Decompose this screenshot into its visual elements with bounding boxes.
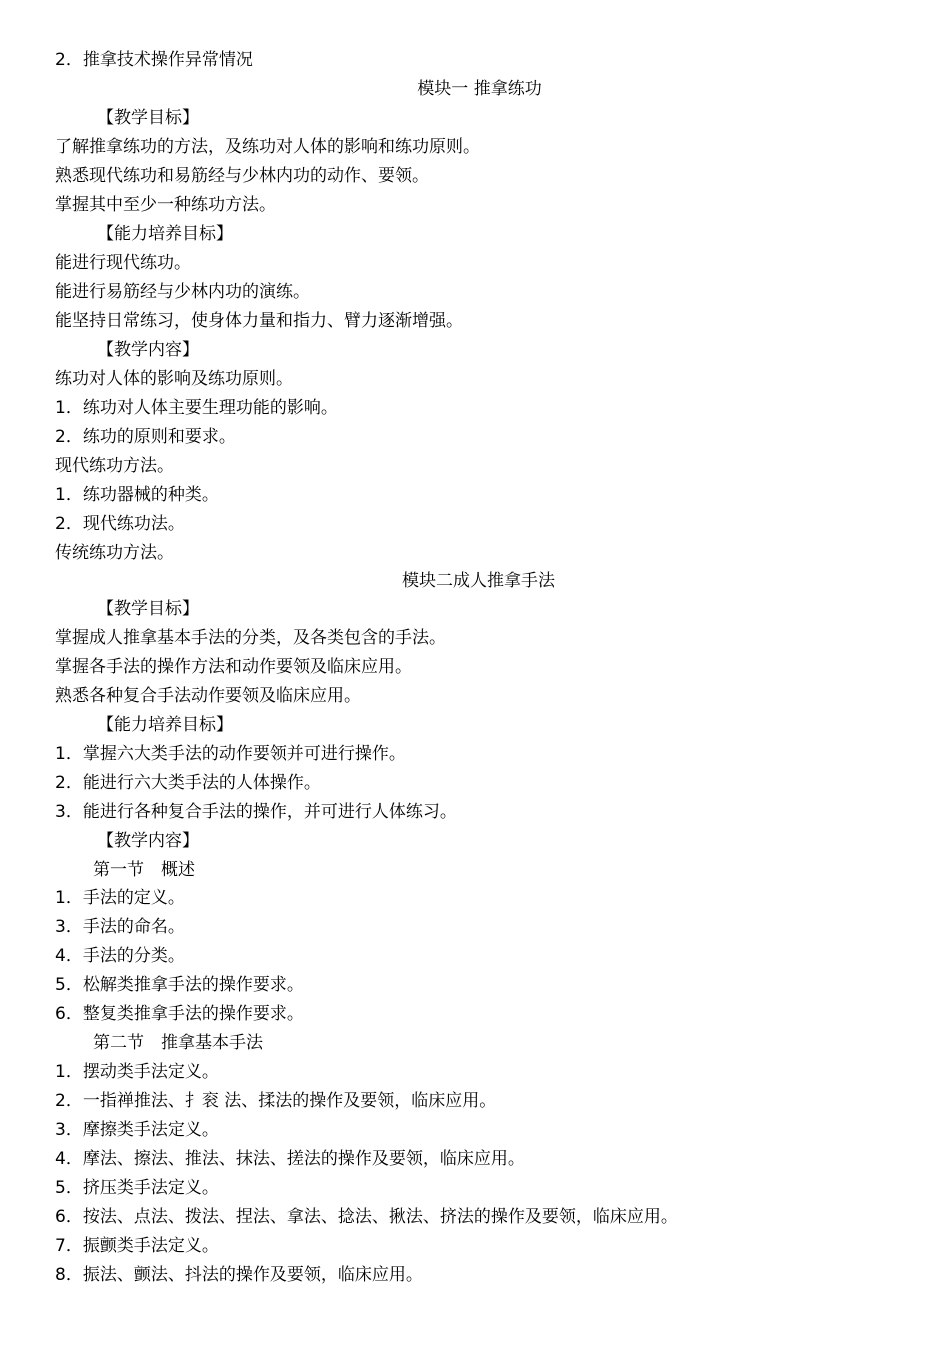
text-line: 掌握其中至少一种练功方法。 xyxy=(55,195,276,215)
module-1-title: 模块一 推拿练功 xyxy=(417,79,542,99)
list-item: 4．手法的分类。 xyxy=(55,946,185,966)
list-item: 2．能进行六大类手法的人体操作。 xyxy=(55,773,321,793)
list-item: 1．练功对人体主要生理功能的影响。 xyxy=(55,398,338,418)
text-line: 现代练功方法。 xyxy=(55,456,174,476)
list-item: 3．能进行各种复合手法的操作，并可进行人体练习。 xyxy=(55,802,457,822)
list-item: 2．练功的原则和要求。 xyxy=(55,427,236,447)
section-heading: 【能力培养目标】 xyxy=(97,715,233,735)
list-item: 8．振法、颤法、抖法的操作及要领，临床应用。 xyxy=(55,1265,423,1285)
list-item: 5．挤压类手法定义。 xyxy=(55,1178,219,1198)
list-item: 1．手法的定义。 xyxy=(55,888,185,908)
text-line: 能进行易筋经与少林内功的演练。 xyxy=(55,282,310,302)
list-item: 4．摩法、擦法、推法、抹法、搓法的操作及要领，临床应用。 xyxy=(55,1149,525,1169)
list-item: 2．一指禅推法、扌衮 法、揉法的操作及要领，临床应用。 xyxy=(55,1091,497,1111)
list-item: 3．手法的命名。 xyxy=(55,917,185,937)
list-item: 1．摆动类手法定义。 xyxy=(55,1062,219,1082)
text-line: 熟悉现代练功和易筋经与少林内功的动作、要领。 xyxy=(55,166,429,186)
text-line: 掌握成人推拿基本手法的分类，及各类包含的手法。 xyxy=(55,628,446,648)
text-line: 熟悉各种复合手法动作要领及临床应用。 xyxy=(55,686,361,706)
module-2-title: 模块二成人推拿手法 xyxy=(402,571,555,591)
section-heading: 【能力培养目标】 xyxy=(97,224,233,244)
list-item: 1．掌握六大类手法的动作要领并可进行操作。 xyxy=(55,744,406,764)
section-heading: 【教学内容】 xyxy=(97,831,199,851)
text-line: 能进行现代练功。 xyxy=(55,253,191,273)
list-item: 1．练功器械的种类。 xyxy=(55,485,219,505)
list-item: 6．整复类推拿手法的操作要求。 xyxy=(55,1004,304,1024)
text-line: 2．推拿技术操作异常情况 xyxy=(55,50,253,70)
subsection-heading: 第二节 推拿基本手法 xyxy=(93,1033,263,1053)
list-item: 7．振颤类手法定义。 xyxy=(55,1236,219,1256)
list-item: 3．摩擦类手法定义。 xyxy=(55,1120,219,1140)
subsection-heading: 第一节 概述 xyxy=(93,860,195,880)
list-item: 5．松解类推拿手法的操作要求。 xyxy=(55,975,304,995)
list-item: 2．现代练功法。 xyxy=(55,514,185,534)
text-line: 练功对人体的影响及练功原则。 xyxy=(55,369,293,389)
text-line: 传统练功方法。 xyxy=(55,543,174,563)
section-heading: 【教学目标】 xyxy=(97,108,199,128)
section-heading: 【教学目标】 xyxy=(97,599,199,619)
text-line: 了解推拿练功的方法，及练功对人体的影响和练功原则。 xyxy=(55,137,480,157)
list-item: 6．按法、点法、拨法、捏法、拿法、捻法、揪法、挤法的操作及要领，临床应用。 xyxy=(55,1207,678,1227)
text-line: 掌握各手法的操作方法和动作要领及临床应用。 xyxy=(55,657,412,677)
text-line: 能坚持日常练习，使身体力量和指力、臂力逐渐增强。 xyxy=(55,311,463,331)
section-heading: 【教学内容】 xyxy=(97,340,199,360)
